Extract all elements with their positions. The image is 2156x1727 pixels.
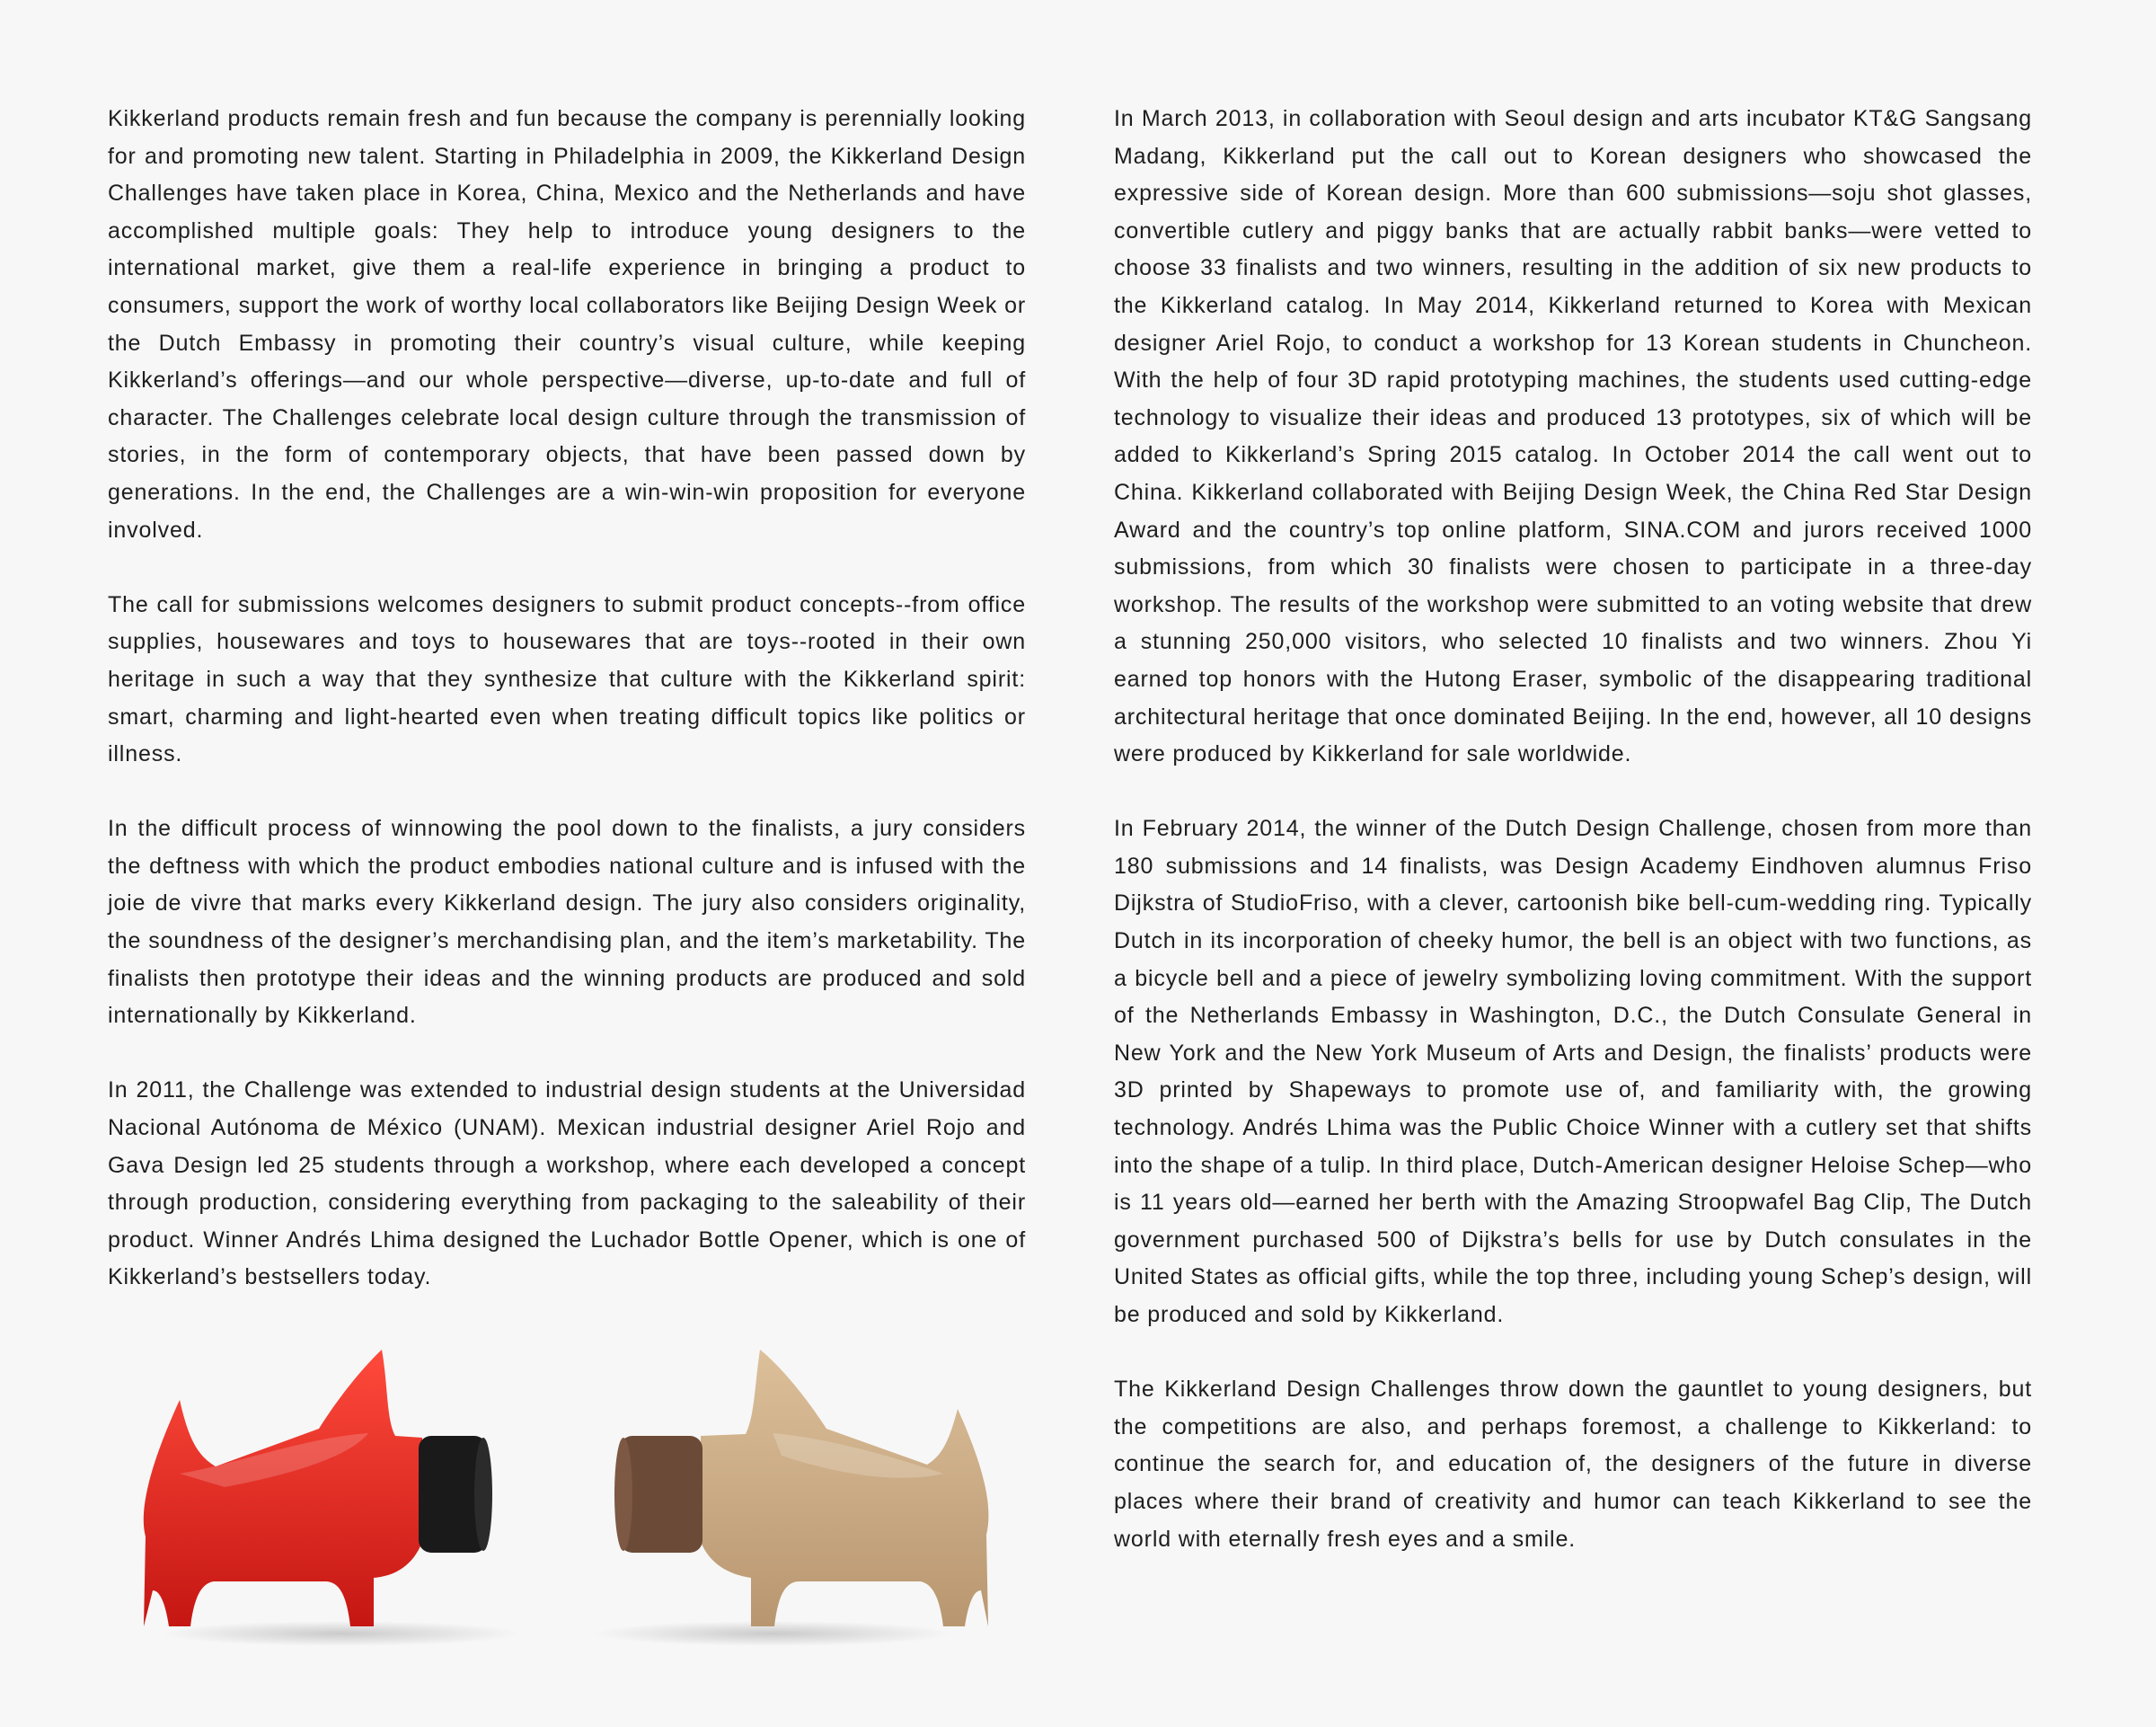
product-photo	[126, 1330, 1024, 1653]
red-dog-figurine	[144, 1350, 492, 1626]
paragraph: In February 2014, the winner of the Dutch Design Challenge, chosen from more than 180 submissions and 14 finalists, was Design Academy Eindhoven alumnus Friso Dijkstra of StudioFriso, with a clever, cartoonish bike bell-cum-wedding ring. Typically Dutch in its incorporation of cheeky humor, the bell is an object with two functions, as a bicycle bell and a piece of jewelry symbolizing loving commitment. With the support of the Netherlands Embassy in Washington, D.C., the Dutch Consulate General in New York and the New York Museum of Arts and Design, the finalists’ products were 3D printed by Shapeways to promote use of, and familiarity with, the growing technology. Andrés Lhima was the Public Choice Winner with a cutlery set that shifts into the shape of a tulip. In third place, Dutch-American designer Heloise Schep—who is 11 years old—earned her berth with the Amazing Stroopwafel Bag Clip, The Dutch government purchased 500 of Dijkstra’s bells for use by Dutch consulates in the United States as official gifts, while the top three, including young Schep’s design, will be produced and sold by Kikkerland.	[1114, 816, 2032, 1327]
paragraph: The call for submissions welcomes designers to submit product concepts--from office supplies, housewares and toys to housewares that are toys--rooted in their own heritage in such a way that they synthesize that culture with the Kikkerland spirit: smart, charming and light-hearted even when treating difficult topics like politics or illness.	[108, 591, 1026, 767]
paragraph: In March 2013, in collaboration with Seoul design and arts incubator KT&G Sangsang Madang, Kikkerland put the call out to Korean designers who showcased the expressive side of Korean design. More than 600 submissions—soju shot glasses, convertible cutlery and piggy banks that are actually rabbit banks—were vetted to choose 33 finalists and two winners, resulting in the addition of six new products to the Kikkerland catalog. In May 2014, Kikkerland returned to Korea with Mexican designer Ariel Rojo, to conduct a workshop for 13 Korean students in Chuncheon. With the help of four 3D rapid prototyping machines, the students used cutting-edge technology to visualize their ideas and produced 13 prototypes, six of which will be added to Kikkerland’s Spring 2015 catalog. In October 2014 the call went out to China. Kikkerland collaborated with Beijing Design Week, the China Red Star Design Award and the country’s top online platform, SINA.COM and jurors received 1000 submissions, from which 30 finalists were chosen to participate in a three-day workshop. The results of the workshop were submitted to an voting website that drew a stunning 250,000 visitors, who selected 10 finalists and two winners. Zhou Yi earned top honors with the Hutong Eraser, symbolic of the disappearing traditional architectural heritage that once dominated Beijing. In the end, however, all 10 designs were produced by Kikkerland for sale worldwide.	[1114, 106, 2032, 767]
red-dog-body	[144, 1350, 422, 1626]
left-column	[108, 101, 1026, 1334]
paragraph: The Kikkerland Design Challenges throw down the gauntlet to young designers, but the competitions are also, and perhaps foremost, a challenge to Kikkerland: to continue the search for, and education of, the designers of the future in diverse places where their brand of creativity and humor can teach Kikkerland to see the world with eternally fresh eyes and a smile.	[1114, 1377, 2032, 1552]
paragraph: Kikkerland products remain fresh and fun because the company is perennially looking for and promoting new talent. Starting in Philadelphia in 2009, the Kikkerland Design Challenges have taken place in Korea, China, Mexico and the Netherlands and have accomplished multiple goals: They help to introduce young designers to the international market, give them a real-life experience in bringing a product to consumers, support the work of worthy local collaborators like Beijing Design Week or the Dutch Embassy in promoting their country’s visual culture, while keeping Kikkerland’s offerings—and our whole perspective—diverse, up-to-date and full of character. The Challenges celebrate local design culture through the transmission of stories, in the form of contemporary objects, that have been passed down by generations. In the end, the Challenges are a win-win-win proposition for everyone involved.	[108, 106, 1026, 543]
tan-dog-figurine	[614, 1350, 988, 1626]
right-column	[1114, 101, 2032, 1596]
tan-dog-body	[701, 1350, 988, 1626]
paragraph: In 2011, the Challenge was extended to industrial design students at the Universidad Nacional Autónoma de México (UNAM). Mexican industrial designer Ariel Rojo and Gava Design led 25 students through a workshop, where each developed a concept through production, considering everything from packaging to the saleability of their product. Winner Andrés Lhima designed the Luchador Bottle Opener, which is one of Kikkerland’s bestsellers today.	[108, 1077, 1026, 1290]
paragraph: In the difficult process of winnowing the pool down to the finalists, a jury considers the deftness with which the product embodies national culture and is infused with the joie de vivre that marks every Kikkerland design. The jury also considers originality, the soundness of the designer’s merchandising plan, and the item’s marketability. The finalists then prototype their ideas and the winning products are produced and sold internationally by Kikkerland.	[108, 816, 1026, 1029]
